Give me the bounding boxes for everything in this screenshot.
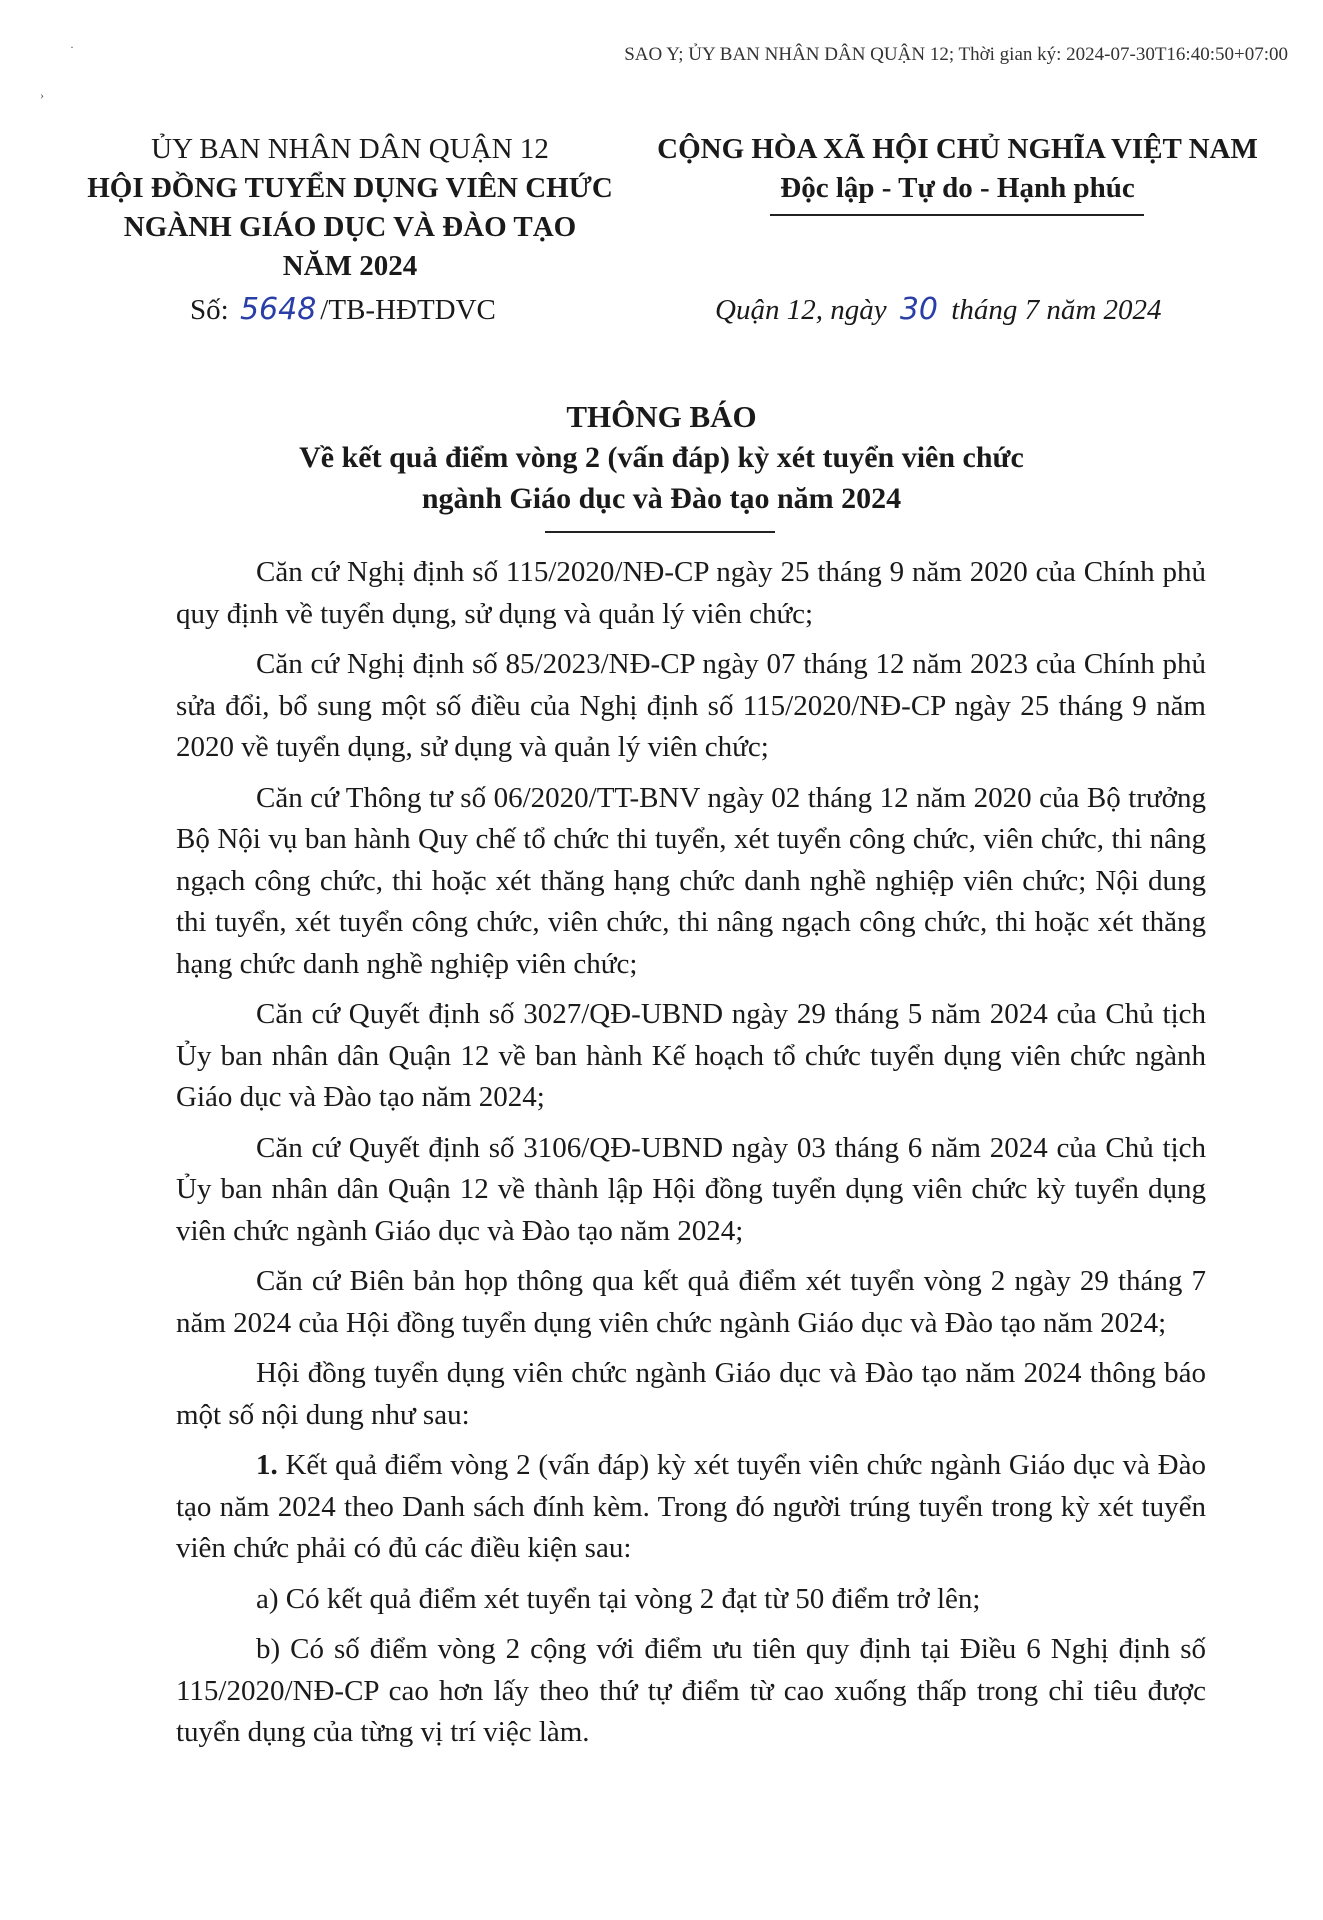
scan-mark: · <box>70 40 74 54</box>
council-name: HỘI ĐỒNG TUYỂN DỤNG VIÊN CHỨC <box>87 172 613 204</box>
year-label: NĂM 2024 <box>282 250 418 282</box>
document-date <box>715 292 1162 327</box>
legal-basis-paragraph: Căn cứ Nghị định số 115/2020/NĐ-CP ngày 25 tháng 9 năm 2020 của Chính phủ quy định về tuyển dụng, sử dụng và quản lý viên chức; <box>176 556 1206 630</box>
condition-b: b) Có số điểm vòng 2 cộng với điểm ưu tiên quy định tại Điều 6 Nghị định số 115/2020/NĐ-CP cao hơn lấy theo thứ tự điểm từ cao xuống thấp trong chỉ tiêu được tuyển dụng của từng vị trí việc làm. <box>176 1633 1206 1748</box>
document-body <box>176 552 1206 1763</box>
legal-basis-paragraph: Căn cứ Biên bản họp thông qua kết quả điểm xét tuyển vòng 2 ngày 29 tháng 7 năm 2024 của Hội đồng tuyển dụng viên chức ngành Giáo dục và Đào tạo năm 2024; <box>176 1265 1206 1339</box>
country-name: CỘNG HÒA XÃ HỘI CHỦ NGHĨA VIỆT NAM <box>657 133 1258 165</box>
legal-basis-paragraph: Căn cứ Quyết định số 3027/QĐ-UBND ngày 29 tháng 5 năm 2024 của Chủ tịch Ủy ban nhân dân Quận 12 về ban hành Kế hoạch tổ chức tuyển dụng viên chức ngành Giáo dục và Đào tạo năm 2024; <box>176 998 1206 1113</box>
legal-basis-paragraph: Căn cứ Nghị định số 85/2023/NĐ-CP ngày 07 tháng 12 năm 2023 của Chính phủ sửa đổi, bổ sung một số điều của Nghị định số 115/2020/NĐ-CP ngày 25 tháng 9 năm 2020 về tuyển dụng, sử dụng và quản lý viên chức; <box>176 648 1206 763</box>
title-subject-line1: Về kết quả điểm vòng 2 (vấn đáp) kỳ xét tuyển viên chức <box>299 441 1024 474</box>
item-1-number: 1. <box>256 1449 278 1481</box>
motto-underline <box>770 214 1144 216</box>
condition-a: a) Có kết quả điểm xét tuyển tại vòng 2 đạt từ 50 điểm trở lên; <box>256 1582 981 1615</box>
agency-name: ỦY BAN NHÂN DÂN QUẬN 12 <box>151 133 549 165</box>
doc-number-prefix: Số: <box>190 294 229 326</box>
title-underline <box>545 531 775 533</box>
legal-basis-paragraph: Căn cứ Quyết định số 3106/QĐ-UBND ngày 03 tháng 6 năm 2024 của Chủ tịch Ủy ban nhân dân Quận 12 về thành lập Hội đồng tuyển dụng viên chức kỳ tuyển dụng viên chức ngành Giáo dục và Đào tạo năm 2024; <box>176 1131 1206 1247</box>
doc-number-handwritten: 5648 <box>239 292 317 327</box>
document-title <box>0 396 1323 519</box>
item-1-text: Kết quả điểm vòng 2 (vấn đáp) kỳ xét tuyển viên chức ngành Giáo dục và Đào tạo năm 2024 theo Danh sách đính kèm. Trong đó người trúng tuyển trong kỳ xét tuyển viên chức phải có đủ các điều kiện sau: <box>176 1449 1206 1564</box>
date-prefix: Quận 12, ngày <box>715 294 887 326</box>
digital-signature-stamp: SAO Y; ỦY BAN NHÂN DÂN QUẬN 12; Thời gian ký: 2024-07-30T16:40:50+07:00 <box>624 44 1288 65</box>
sector-name: NGÀNH GIÁO DỤC VÀ ĐÀO TẠO <box>123 211 577 243</box>
title-subject-line2: ngành Giáo dục và Đào tạo năm 2024 <box>421 482 902 515</box>
item-1 <box>176 1445 1206 1570</box>
document-number <box>190 292 496 327</box>
legal-basis-paragraph: Căn cứ Thông tư số 06/2020/TT-BNV ngày 02 tháng 12 năm 2020 của Bộ trưởng Bộ Nội vụ ban hành Quy chế tổ chức thi tuyển, xét tuyển công chức, viên chức, thi nâng ngạch công chức, thi hoặc xét thăng hạng chức danh nghề nghiệp viên chức; Nội dung thi tuyển, xét tuyển công chức, viên chức, thi nâng ngạch công chức, thi hoặc xét thăng hạng chức danh nghề nghiệp viên chức; <box>176 781 1206 980</box>
national-motto-header <box>640 130 1275 208</box>
date-day-handwritten: 30 <box>899 292 939 327</box>
announcement-intro: Hội đồng tuyển dụng viên chức ngành Giáo dục và Đào tạo năm 2024 thông báo một số nội dung như sau: <box>176 1357 1206 1431</box>
issuing-agency-header <box>60 130 640 286</box>
motto: Độc lập - Tự do - Hạnh phúc <box>780 172 1135 204</box>
title-heading: THÔNG BÁO <box>566 399 757 434</box>
doc-number-suffix: /TB-HĐTDVC <box>320 294 496 326</box>
date-suffix: tháng 7 năm 2024 <box>951 294 1162 326</box>
scan-mark: › <box>40 88 44 102</box>
